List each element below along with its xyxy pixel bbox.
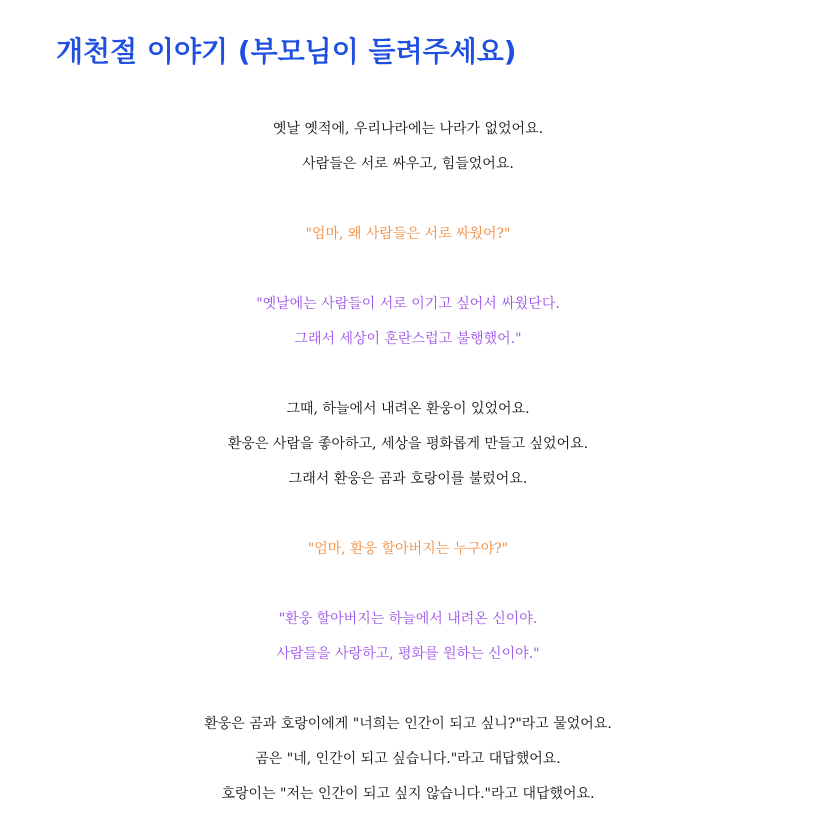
- story-block-narration-1: [0, 112, 816, 182]
- parent-speech-line: 사람들을 사랑하고, 평화를 원하는 신이야.": [276, 646, 540, 662]
- page-title: 개천절 이야기 (부모님이 들려주세요): [56, 35, 517, 68]
- child-speech-line: "엄마, 환웅 할아버지는 누구야?": [307, 541, 509, 557]
- paragraph-gap: [0, 567, 816, 602]
- paragraph-gap: [0, 357, 816, 392]
- story-block-child-question-1: [0, 217, 816, 252]
- story-block-parent-answer-1: [0, 287, 816, 357]
- parent-speech-line: "환웅 할아버지는 하늘에서 내려온 신이야.: [278, 611, 538, 627]
- story-line: 환웅은 곰과 호랑이에게 "너희는 인간이 되고 싶니?"라고 물었어요.: [204, 716, 612, 732]
- story-line: 그때, 하늘에서 내려온 환웅이 있었어요.: [286, 401, 530, 417]
- parent-speech-line: 그래서 세상이 혼란스럽고 불행했어.": [294, 331, 522, 347]
- story-block-narration-3: [0, 707, 816, 812]
- paragraph-gap: [0, 182, 816, 217]
- paragraph-gap: [0, 497, 816, 532]
- parent-speech-line: "옛날에는 사람들이 서로 이기고 싶어서 싸웠단다.: [256, 296, 560, 312]
- paragraph-gap: [0, 672, 816, 707]
- paragraph-gap: [0, 252, 816, 287]
- story-line: 환웅은 사람을 좋아하고, 세상을 평화롭게 만들고 싶었어요.: [227, 436, 589, 452]
- story-line: 곰은 "네, 인간이 되고 싶습니다."라고 대답했어요.: [255, 751, 561, 767]
- story-block-child-question-2: [0, 532, 816, 567]
- child-speech-line: "엄마, 왜 사람들은 서로 싸웠어?": [305, 226, 511, 242]
- story-line: 호랑이는 "저는 인간이 되고 싶지 않습니다."라고 대답했어요.: [221, 786, 595, 802]
- story-line: 그래서 환웅은 곰과 호랑이를 불렀어요.: [288, 471, 528, 487]
- story-line: 사람들은 서로 싸우고, 힘들었어요.: [302, 156, 514, 172]
- story-block-parent-answer-2: [0, 602, 816, 672]
- story-block-narration-2: [0, 392, 816, 497]
- story-body: [0, 112, 816, 812]
- story-line: 옛날 옛적에, 우리나라에는 나라가 없었어요.: [272, 121, 544, 137]
